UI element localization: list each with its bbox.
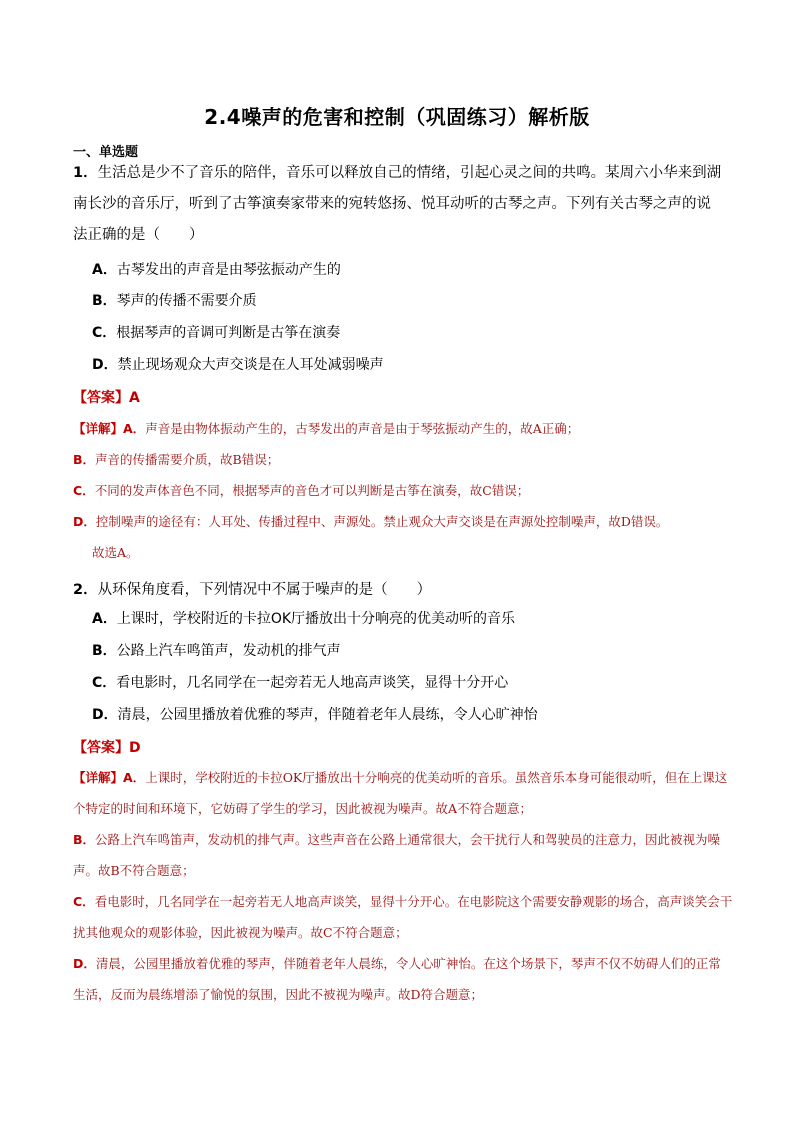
section-heading: 一、单选题: [73, 145, 139, 160]
explanation-line: B．声音的传播需要介质，故B错误；: [73, 452, 280, 467]
question-2-number: 2．: [73, 582, 98, 598]
question-2-text: 从环保角度看，下列情况中不属于噪声的是（ ）: [97, 582, 432, 598]
question-1-text: 生活总是少不了音乐的陪伴，音乐可以释放自己的情绪，引起心灵之间的共鸣。某周六小华来到湖南长沙的音乐厅，听到了古筝演奏家带来的宛转悠扬、悦耳动听的古琴之声。下列有关古琴之声的说法正确的是（ ）: [73, 165, 722, 243]
question-2-option-a: A．上课时，学校附近的卡拉OK厅播放出十分响亮的优美动听的音乐: [92, 611, 516, 627]
explanation-line: D．控制噪声的途径有：人耳处、传播过程中、声源处。禁止观众大声交谈是在声源处控制噪声，故D错误。: [73, 514, 669, 529]
question-2-option-b: B．公路上汽车鸣笛声，发动机的排气声: [92, 643, 341, 659]
question-2-stem: [73, 575, 723, 606]
question-1-option-b: B．琴声的传播不需要介质: [92, 293, 257, 309]
explanation-line: C．不同的发声体音色不同，根据琴声的音色才可以判断是古筝在演奏，故C错误；: [73, 483, 530, 498]
question-2-option-d: D．清晨，公园里播放着优雅的琴声，伴随着老年人晨练，令人心旷神怡: [92, 707, 538, 723]
question-1-option-a: A．古琴发出的声音是由琴弦振动产生的: [92, 262, 341, 278]
explanation-line: B．公路上汽车鸣笛声，发动机的排气声。这些声音在公路上通常很大，会干扰行人和驾驶员的注意力，因此被视为噪声。故B不符合题意；: [73, 832, 721, 878]
explanation-line: D．清晨，公园里播放着优雅的琴声，伴随着老年人晨练，令人心旷神怡。在这个场景下，琴声不仅不妨碍人们的正常生活，反而为晨练增添了愉悦的氛围，因此不被视为噪声。故D符合题意；: [73, 956, 721, 1002]
question-2-option-c: C．看电影时，几名同学在一起旁若无人地高声谈笑，显得十分开心: [92, 675, 509, 691]
question-1-option-d: D．禁止现场观众大声交谈是在人耳处减弱噪声: [92, 357, 384, 373]
question-2-answer: 【答案】D: [73, 740, 141, 756]
question-1-explanation: [73, 413, 733, 568]
question-1-stem: [73, 158, 723, 251]
question-1-answer: 【答案】A: [73, 390, 140, 406]
question-1-number: 1．: [73, 165, 98, 181]
question-1-option-c: C．根据琴声的音调可判断是古筝在演奏: [92, 325, 341, 341]
explanation-line: 【详解】A．上课时，学校附近的卡拉OK厅播放出十分响亮的优美动听的音乐。虽然音乐本身可能很动听，但在上课这个特定的时间和环境下，它妨碍了学生的学习，因此被视为噪声。故A不符合题意；: [73, 770, 728, 816]
explanation-line: 故选A。: [92, 545, 139, 560]
question-2-explanation: [73, 762, 733, 1010]
explanation-line: C．看电影时，几名同学在一起旁若无人地高声谈笑，显得十分开心。在电影院这个需要安静观影的场合，高声谈笑会干扰其他观众的观影体验，因此被视为噪声。故C不符合题意；: [73, 894, 733, 940]
explanation-line: 【详解】A．声音是由物体振动产生的，古琴发出的声音是由于琴弦振动产生的，故A正确；: [73, 421, 580, 436]
page-title: 2.4噪声的危害和控制（巩固练习）解析版: [204, 105, 590, 129]
